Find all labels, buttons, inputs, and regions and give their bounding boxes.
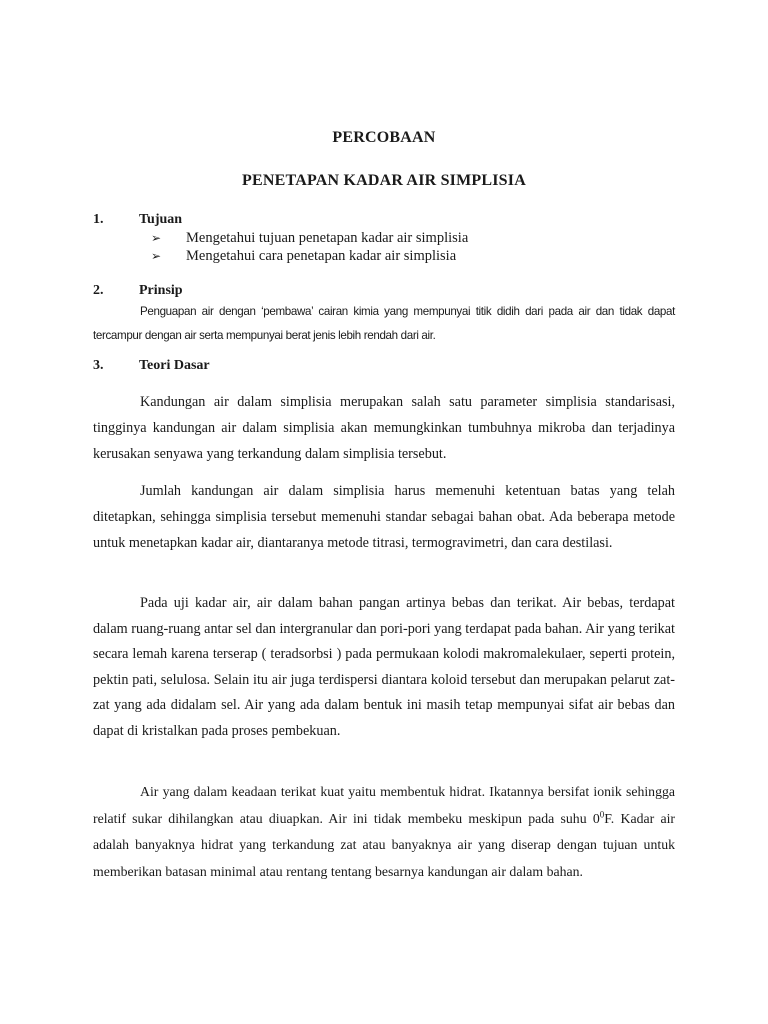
tujuan-list: [151, 229, 468, 265]
paragraph: Jumlah kandungan air dalam simplisia harus memenuhi ketentuan batas yang telah ditetapkan, sehingga simplisia tersebut memenuhi standar sebagai bahan obat. Ada beberapa metode untuk menetapkan kadar air, diantaranya metode titrasi, termogravimetri, dan cara destilasi.: [93, 483, 675, 551]
section-number: 2.: [93, 283, 104, 298]
section-number: 3.: [93, 358, 104, 373]
paragraph-text: Air yang dalam keadaan terikat kuat yaitu membentuk hidrat. Ikatannya bersifat ionik sehingga relatif sukar dihilangkan atau diuapkan. Air ini tidak membeku meskipun pada suhu 0: [93, 784, 675, 826]
document-title: PERCOBAAN: [332, 129, 436, 146]
arrow-bullet-icon: ➢: [151, 231, 162, 245]
list-item-text: Mengetahui tujuan penetapan kadar air simplisia: [186, 230, 469, 246]
section-heading-tujuan: [93, 212, 182, 228]
paragraph: [93, 779, 675, 885]
prinsip-text: Penguapan air dengan ‘pembawa’ cairan kimia yang mempunyai titik didih dari pada air dan tidak dapat tercampur dengan air serta mempunyai berat jenis lebih rendah dari air.: [93, 305, 675, 342]
paragraph-text: F. Kadar air adalah banyaknya hidrat yang terkandung zat atau banyaknya air yang diserap dengan tujuan untuk memberikan batasan minimal atau rentang tentang besarnya kandungan air dalam bahan.: [93, 810, 675, 879]
section-heading-teori-dasar: [93, 358, 210, 374]
section-title: Teori Dasar: [139, 358, 210, 373]
list-item-text: Mengetahui cara penetapan kadar air simplisia: [186, 248, 457, 264]
document-subtitle: PENETAPAN KADAR AIR SIMPLISIA: [242, 172, 526, 189]
section-title: Prinsip: [139, 283, 183, 298]
paragraph: Kandungan air dalam simplisia merupakan salah satu parameter simplisia standarisasi, tingginya kandungan air dalam simplisia akan memungkinkan tumbuhnya mikroba dan terjadinya kerusakan senyawa yang terkandung dalam simplisia tersebut.: [93, 394, 675, 462]
section-title: Tujuan: [139, 212, 183, 227]
list-item: [151, 247, 468, 265]
arrow-bullet-icon: ➢: [151, 249, 162, 263]
section-number: 1.: [93, 212, 104, 227]
superscript: 0: [599, 808, 605, 819]
paragraph: Pada uji kadar air, air dalam bahan pangan artinya bebas dan terikat. Air bebas, terdapat dalam ruang-ruang antar sel dan intergranular dan pori-pori yang terdapat pada bahan. Air yang terikat secara lemah karena terserap ( teradsorbsi ) pada permukaan kolodi makromalekulaer, seperti protein, pektin pati, selulosa. Selain itu air juga terdispersi diantara koloid tersebut dan merupakan pelarut zat-zat yang ada didalam sel. Air yang ada dalam bentuk ini masih tetap mempunyai sifat air bebas dan dapat di kristalkan pada proses pembekuan.: [93, 595, 675, 739]
section-heading-prinsip: [93, 283, 183, 299]
list-item: [151, 229, 468, 247]
